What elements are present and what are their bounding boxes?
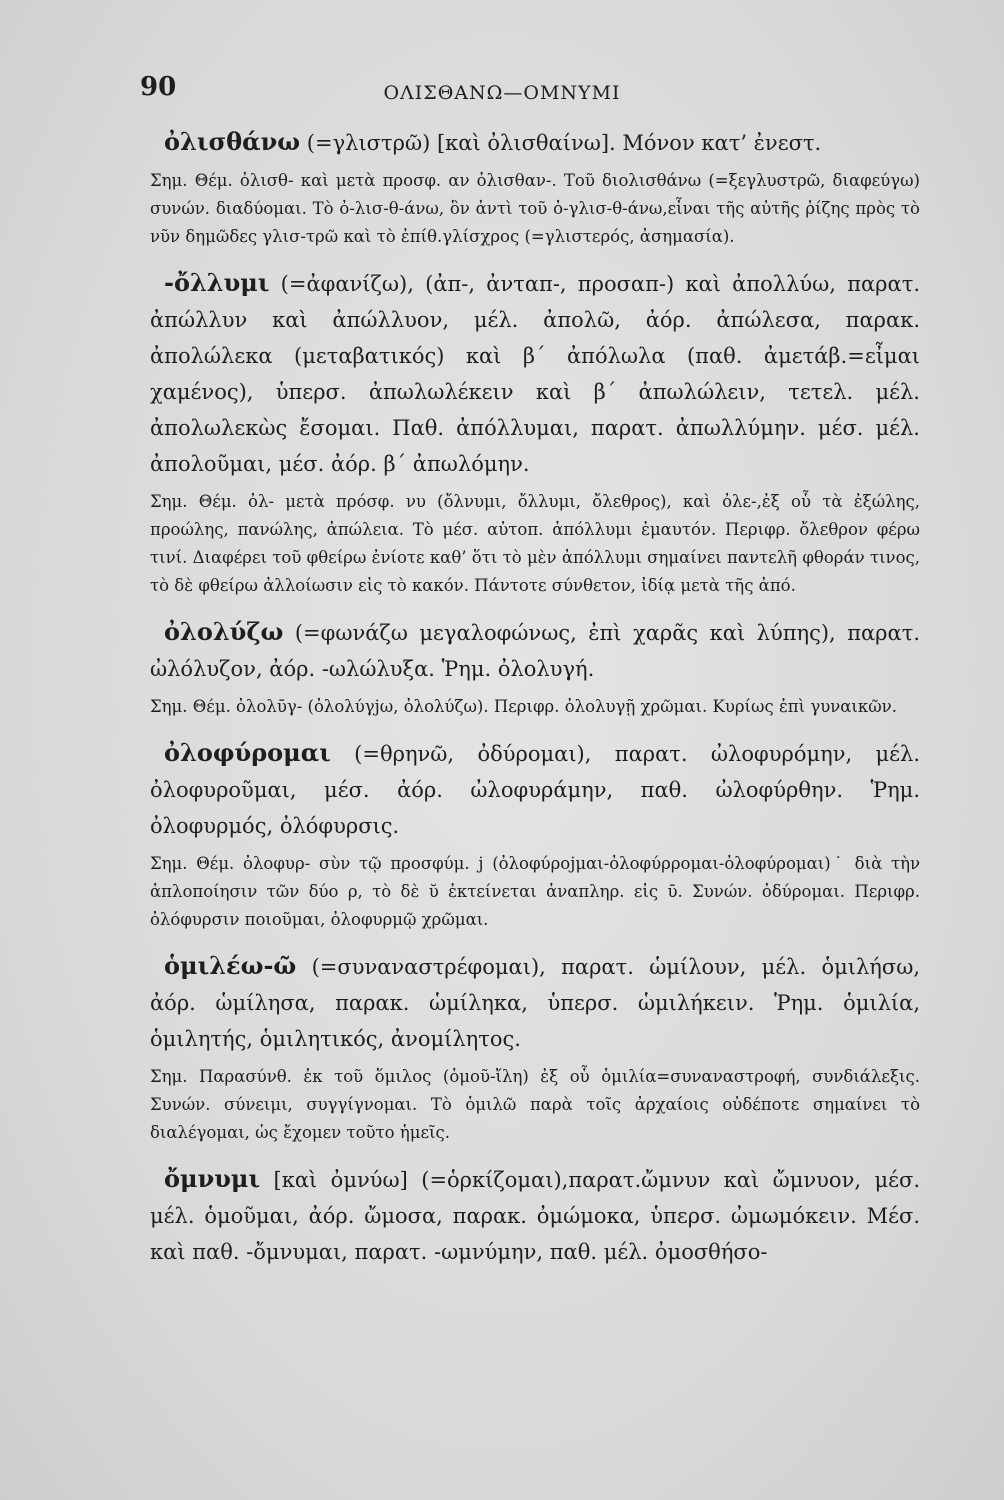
entry-note: Σημ. Θέμ. ὀλ- μετὰ πρόσφ. νυ (ὄλνυμι, ὄλλυμι, ὄλεθρος), καὶ ὀλε-,ἐξ οὗ τὰ ἐξώλης, πρoώλης, πανώλης, ἀπώλεια. Τὸ μέσ. αὐτοπ. ἀπόλλυμι ἐμαυτόν. Περιφρ. ὄλεθρον φέρω τινί. Διαφέρει τοῦ φθείρω ἐνίοτε καθ’ ὅτι τὸ μὲν ἀπόλλυμι σημαίνει παντελῆ φθοράν τινος, τὸ δὲ φθείρω ἀλλοίωσιν εἰς τὸ κακόν. Πάντοτε σύνθετον, ἰδίᾳ μετὰ τῆς ἀπό. (150, 492, 920, 595)
lemma: ὀλοφύρομαι (164, 738, 331, 767)
page-body (150, 124, 920, 1276)
entry-main (150, 735, 920, 844)
entry-main (150, 1161, 920, 1270)
entry-main (150, 614, 920, 687)
entry-main (150, 265, 920, 482)
entry-omnymi (150, 1161, 920, 1270)
entry-homileo (150, 948, 920, 1147)
entry-main (150, 948, 920, 1057)
entry-text: [καὶ ὀμνύω] (=ὁρκίζομαι),παρατ.ὤμνυν καὶ ὤμνυον, μέσ. μέλ. ὁμοῦμαι, ἀόρ. ὤμοσα, παρακ. ὀμώμοκα, ὑπερσ. ὠμωμόκειν. Μέσ. καὶ παθ. -ὄμνυμαι, παρατ. -ωμνύμην, παθ. μέλ. ὀμοσθήσο- (150, 1168, 920, 1264)
entry-ollymi (150, 265, 920, 600)
entry-text: (=θρηνῶ, ὀδύρομαι), παρατ. ὠλοφυρόμην, μέλ. ὀλοφυροῦμαι, μέσ. ἀόρ. ὠλοφυράμην, παθ. ὠλοφύρθην. Ῥημ. ὀλοφυρμός, ὀλόφυρσις. (150, 742, 920, 838)
lemma: ὀλολύζω (164, 617, 284, 646)
lemma: ὄμνυμι (164, 1164, 261, 1193)
entry-text: (=γλιστρῶ) [καὶ ὀλισθαίνω]. Μόνον κατ’ ἐνεστ. (300, 131, 822, 155)
entry-olophyromai (150, 735, 920, 934)
page-header (0, 72, 1004, 112)
entry-text: (=φωνάζω μεγαλοφώνως, ἐπὶ χαρᾶς καὶ λύπης), παρατ. ὠλόλυζον, ἀόρ. -ωλώλυξα. Ῥημ. ὀλολυγή. (150, 621, 920, 681)
entry-olisthano (150, 124, 920, 251)
entry-note: Σημ. Παρασύνθ. ἐκ τοῦ ὅμιλος (ὁμοῦ-ἴλη) ἐξ οὗ ὁμιλία=συναναστροφή, συνδιάλεξις. Συνών. σύνειμι, συγγίγνομαι. Τὸ ὁμιλῶ παρὰ τοῖς ἀρχαίοις οὐδέποτε σημαίνει τὸ διαλέγομαι, ὡς ἔχομεν τοῦτο ἡμεῖς. (150, 1067, 920, 1142)
entry-text: (=συναναστρέφομαι), παρατ. ὡμίλουν, μέλ. ὁμιλήσω, ἀόρ. ὡμίλησα, παρακ. ὡμίληκα, ὑπερσ. ὡμιλήκειν. Ῥημ. ὁμιλία, ὁμιλητής, ὁμιλητικός, ἀνομίλητος. (150, 955, 920, 1051)
page-number: 90 (140, 72, 177, 102)
entry-text: (=ἀφανίζω), (ἀπ-, ἀνταπ-, προσαπ-) καὶ ἀπολλύω, παρατ. ἀπώλλυν καὶ ἀπώλλυον, μέλ. ἀπολῶ, ἀόρ. ἀπώλεσα, παρακ. ἀπολώλεκα (μεταβατικός) καὶ β΄ ἀπόλωλα (παθ. ἀμετάβ.=εἶμαι χαμένος), ὑπερσ. ἀπωλωλέκειν καὶ β΄ ἀπωλώλειν, τετελ. μέλ. ἀπολωλεκὼς ἔσομαι. Παθ. ἀπόλλυμαι, παρατ. ἀπωλλύμην. μέσ. μέλ. ἀπολοῦμαι, μέσ. ἀόρ. β΄ ἀπωλόμην. (150, 272, 920, 476)
lemma: ὀλισθάνω (164, 127, 301, 156)
entry-note: Σημ. Θέμ. ὀλισθ- καὶ μετὰ προσφ. αν ὀλισθαν-. Τοῦ διολισθάνω (=ξεγλυστρῶ, διαφεύγω) συνών. διαδύομαι. Τὸ ὀ-λισ-θ-άνω, ὃν ἀντὶ τοῦ ὀ-γλισ-θ-άνω,εἶναι τῆς αὐτῆς ῥίζης πρὸς τὸ νῦν δημῶδες γλισ-τρῶ καὶ τὸ ἐπίθ.γλίσχρος (=γλιστερός, ἀσημασία). (150, 171, 920, 246)
running-head: ΟΛΙΣΘΑΝΩ—ΟΜΝΥΜΙ (383, 82, 621, 104)
lemma: ὁμιλέω-ῶ (164, 951, 297, 980)
lemma: -ὄλλυμι (164, 268, 270, 297)
entry-main (150, 124, 920, 161)
entry-note: Σημ. Θέμ. ὀλολῡγ- (ὀλολύγjω, ὀλολύζω). Περιφρ. ὀλολυγῇ χρῶμαι. Κυρίως ἐπὶ γυναικῶν. (150, 697, 897, 716)
entry-ololyzo (150, 614, 920, 721)
entry-note: Σημ. Θέμ. ὀλοφυρ- σὺν τῷ προσφύμ. j (ὀλοφύρojμαι-ὀλοφύρρομαι-ὀλοφύρομαι)˙ διὰ τὴν ἁπλοποίησιν τῶν δύο ρ, τὸ δὲ ῠ ἐκτείνεται ἀναπληρ. εἰς ῡ. Συνών. ὀδύρομαι. Περιφρ. ὀλόφυρσιν ποιοῦμαι, ὀλοφυρμῷ χρῶμαι. (150, 854, 920, 929)
